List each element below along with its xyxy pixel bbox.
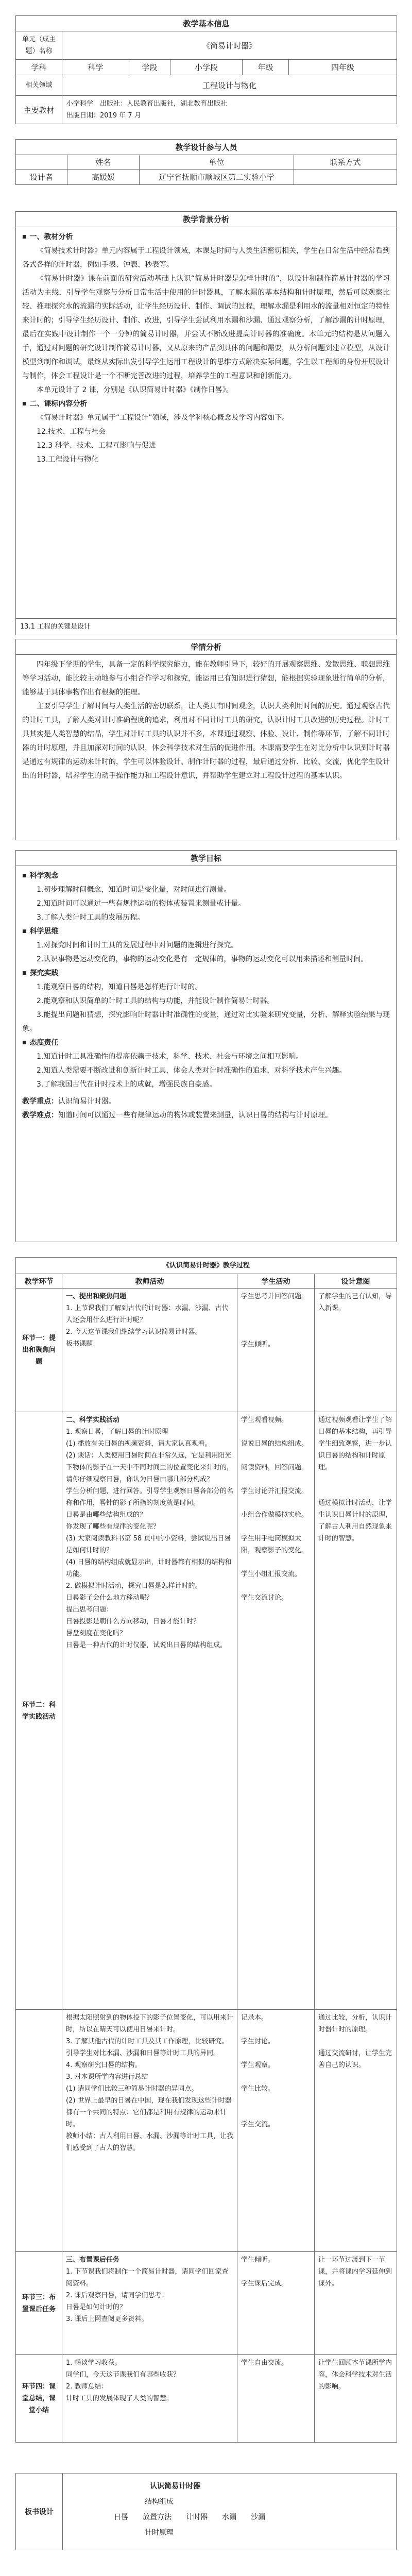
student-line: 学生用手电筒模拟太阳，观察影子的变化。 — [241, 1535, 308, 1554]
teacher-line: 日晷是由哪些结构组成的？ — [66, 1511, 147, 1519]
objective-item: 2.认识事物是运动变化的，事物的运动变化是有一定规律的，事物的运动变化可以用来描述和测量时间。 — [37, 955, 368, 963]
standards-item-3: 13.工程设计与物化 — [37, 455, 99, 464]
difficult-point-text: 知道时间可以通过一些有规律运动的物体或装置来测量，认识日晷的结构与计时原理。 — [58, 1111, 332, 1120]
teacher-line: 3. 对本课所学内容进行总结 — [66, 2073, 148, 2081]
textbook-paragraph-1: 《简易技术计时器》单元内容属于工程设计领域，本课是时间与人类生活密切相关，学生在日常生活中经常看到各式各样的计时器，例如手表、钟表、秒表等。 — [22, 247, 390, 269]
field-value: 工程设计与物化 — [62, 75, 397, 96]
textbook-paragraph-3: 本单元设计了 2 课，分别是《认识简易计时器》《制作日晷》。 — [37, 386, 233, 394]
standards-item-2: 12.3 科学、技术、工程互影响与促进 — [37, 442, 156, 450]
teacher-line: 晷盘刻度在变化吗？ — [66, 1630, 127, 1637]
key-point — [22, 1095, 390, 1109]
student-line: 学生小组汇报交流。 — [241, 1570, 302, 1578]
objective-item: 2.知道时间可以通过一些有规律运动的物体或装置来测量或计量。 — [37, 900, 246, 908]
stage-4: 环节三：布置课后任务 — [16, 2252, 62, 2355]
teacher-line: 1. 畅谈学习收获。 — [66, 2359, 122, 2367]
material-line-1: 小学科学 出版社：人民教育出版社，湖北教育出版社 — [66, 100, 228, 108]
design-line: 通过视频观看让学生了解日晷的基本结构，再引导学生细致观察，进一步认识日晷的结构和计时原理。 — [318, 1416, 392, 1471]
standards-paragraph: 《简易计时器》单元属于“工程设计”领域，涉及学科核心概念及学习内容如下。 — [37, 414, 289, 422]
teacher-line: 日晷是一种古代的计时仪器，试说出日晷的结构组成。 — [66, 1641, 227, 1649]
process-row-2 — [16, 1412, 397, 2010]
design-line: 让学生回顾本节课所学内容，体会科学技术对生活的影响。 — [318, 2359, 392, 2391]
col-teacher: 教师活动 — [62, 1274, 237, 1289]
standards-item-1: 12.技术、工程与社会 — [37, 428, 106, 436]
designer-title: 教学设计参与人员 — [16, 140, 397, 155]
subject-label: 学科 — [16, 60, 62, 75]
student-line: 阅读资料，回答问题。 — [241, 1464, 308, 1471]
student-line: 学生课后完成。 — [241, 2280, 288, 2287]
design-line: 让一环节过渡到下一节课，并将课内学习延伸到课外。 — [318, 2256, 392, 2287]
learner-paragraph-1: 四年级下学期的学生，具备一定的科学探究能力，能在教师引导下，较好的开展观察思维、发散思维、联想思维等学习活动，能比较主动地参与小组合作学习和探究，能运用已有知识进行猜想，能根据实验现象进行简单的分析，能够基于具体事物作出有根据的推理。 — [22, 660, 390, 697]
designer-unit: 辽宁省抚顺市顺城区第二实验小学 — [140, 170, 294, 185]
student-line: 学生比较。 — [241, 2085, 275, 2093]
teacher-line: 日晷投影是朝什么方向移动，日晷才能计时？ — [66, 1618, 200, 1625]
board-line-2: 日晷 放置方法 计时器 水漏 沙漏 — [114, 2513, 265, 2521]
objectives-table — [15, 850, 397, 1242]
design-line: 了解学生的已有认知，导入新课。 — [318, 1293, 392, 1312]
board-line-3: 计时原理 — [145, 2529, 174, 2537]
standards-analysis-heading: ■ 二、课标内容分析 — [22, 397, 390, 411]
col-design: 设计意图 — [315, 1274, 397, 1289]
designer-contact — [294, 170, 397, 185]
teacher-line: 一、提出和聚焦问题 — [66, 1293, 127, 1300]
col-student: 学生活动 — [237, 1274, 315, 1289]
student-line: 学生讨论并汇报交流。 — [241, 1487, 308, 1495]
board-design — [15, 2473, 397, 2550]
textbook-analysis-heading: ■ 一、教材分析 — [22, 230, 390, 244]
designer-row-label: 设计者 — [16, 170, 67, 185]
objective-item: 2.能观察和认识简单的计时工具的结构与功能，并能设计制作简易计时器。 — [37, 997, 274, 1005]
standards-tail: 13.1 工程的关键是设计 — [16, 619, 397, 635]
student-line: 学生倾听。 — [241, 2256, 275, 2264]
teacher-line: 日晷影子会什么地方移动呢？ — [66, 1594, 153, 1602]
field-label: 相关领域 — [16, 75, 62, 96]
process-row-4 — [16, 2252, 397, 2355]
background-table — [15, 211, 397, 635]
teacher-line: 学生分析问题，进行回答。引导学生观察日晷各部分的名称和作用，晷针的影子所指的刻度就是时间。 — [66, 1487, 234, 1507]
teacher-line: 你发现了哪些有规律的变化呢？ — [66, 1523, 160, 1531]
objective-heading-2: ■ 科学思维 — [22, 925, 390, 939]
teacher-line: (1) 请同学们比较三种简易计时器的异同点。 — [66, 2085, 198, 2093]
key-point-text: 认识简易计时器。 — [58, 1097, 116, 1106]
objective-item: 1.对探究时间和计时工具的发展过程中对问题的逻辑进行探究。 — [37, 941, 238, 950]
process-title: 《认识简易计时器》教学过程 — [16, 1258, 397, 1274]
teacher-line: 引导学生对比水漏、沙漏和日晷等计时工具的异同。 — [66, 2049, 220, 2057]
teacher-line: (2) 世界上最早的日晷在中国，现在我们发现这些计时器都有一个共同的特点：它们都是利用有规律的运动来计时。 — [66, 2097, 232, 2128]
textbook-paragraph-2: 《简易计时器》课在前面的研究活动基础上认识“简易计时器是怎样计时的”，以设计和制作简易计时器的学习活动为主线，引导学生观察与分析日常生活中使用的计时器具，了解水漏的基本结构和计时原理，然后可以观察比较、推理探究水的流漏的实际活动，让学生经历设计、制作、调试的过程，理解水漏是利用水的流量相对恒定的特性来计时的；引导学生经历设计、制作、改进，引导学生尝试利用水漏和沙漏、通过观察分析，了解沙漏的计时原理，最后在实践中设计制作一个一分钟的简易计时器，并尝试不断改进提高计时器的准确度。本单元的结构是从问题入手，通过对问题的研究设计制作简易计时器，又从原来的产品到具体的问题和需要，从分析问题到建立模型，从设计模型到制作和调试，最终从实际出发引导学生运用工程设计的思维方式解决实际问题，学生以工程师的身份开展设计与制作，体会工程设计是一个不断完善改进的过程，培养学生的工程意识和创新能力。 — [22, 275, 390, 380]
teacher-line: 教师小结：古人利用日晷、水漏、沙漏等计时工具，让我们感受到了古人的智慧。 — [66, 2132, 234, 2152]
material-line-2: 出版日期：2019 年 7 月 — [66, 112, 141, 120]
objectives-title: 教学目标 — [16, 851, 397, 866]
teacher-line: (2) 谈话：人类使用日晷时间在非常久远，它是利用阳光下物体的影子在一天中不同时间里的位置变化来计时的，请你仔细观察日晷，你认为日晷由哪几部分构成？ — [66, 1452, 234, 1483]
objective-item: 1.知道计时工具准确性的提高依赖于技术，科学、技术、社会与环境之间相互影响。 — [37, 1053, 303, 1061]
period-value: 小学段 — [170, 60, 243, 75]
learner-paragraph-2: 主要引导学生了解时间与人类生活的密切联系，让人类具有时间观念，认识人类利用时间的历史。通过观察古代的计时工具，了解人类对计时准确程度的追求，利用对不同计时工具的研究，认识计时工具改进的历史过程。计时工具其实是人类智慧的结晶，学生对计时工具的认识并不多，本课通过观察、体验、设计、制作等环节，了解不同计时器的计时原理，并且加深对时间的认识，体会科学技术对生活的促进作用。本课需要学生在对比分析中认识到计时器是通过有规律的运动来计时的，学生可以体验设计、制作计时器的过程，最后通过分析、比较、交流，优化学生设计出的计时器，培养学生的动手操作能力和工程设计意识，并帮助学生建立对工程设计过程的基本认识。 — [22, 702, 390, 780]
board-title: 认识简易计时器 — [150, 2482, 200, 2490]
teacher-line: 1. 下节课我们将制作一个简易计时器，请同学们回家查阅资料。 — [66, 2268, 229, 2287]
col-unit: 单位 — [140, 155, 294, 170]
teacher-line: (4) 日晷的结构组成就显示出，计时器都有相似的结构和功能。 — [66, 1558, 232, 1578]
designer-table — [15, 139, 397, 185]
student-line: 学生交流。 — [241, 2121, 275, 2128]
objective-item: 1.初步理解时间概念，知道时间是变化量，对时间进行测量。 — [37, 886, 231, 894]
objective-heading-3: ■ 探究实践 — [22, 967, 390, 980]
teacher-line: (1) 播放有关日晷的视频资料，请大家认真观看。 — [66, 1440, 212, 1448]
student-line: 记录本。 — [241, 2014, 268, 2022]
student-line: 学生讨论。 — [241, 2038, 275, 2045]
teacher-line: 3. 了解其他古代的计时工具及其工作原理，比较研究。 — [66, 2038, 229, 2045]
unit-label: 单元（成主题）名称 — [16, 31, 62, 60]
col-name: 姓名 — [67, 155, 140, 170]
basic-info-table — [15, 15, 397, 124]
objective-item: 3.了解人类计时工具的发展历程。 — [37, 913, 145, 922]
objective-item: 1.能观察日晷的结构，知道日晷是怎样进行计时的。 — [37, 983, 202, 991]
process-row-3 — [16, 2010, 397, 2252]
student-line: 学生观察。 — [241, 2061, 275, 2069]
teacher-line: 2. 做模拟计时活动，探究日晷是怎样计时的。 — [66, 1582, 202, 1590]
teacher-line: 提出思考问题： — [66, 1606, 113, 1614]
teacher-line: (3) 大家阅读教科书第 58 页中的小资料，尝试说出日晷是如何计时的？ — [66, 1535, 231, 1554]
stage-5: 环节四：课堂总结，课堂小结 — [16, 2355, 62, 2443]
process-table — [15, 1257, 397, 2443]
key-point-label: 教学重点： — [22, 1097, 58, 1106]
student-line: 小组合作做模拟实验。 — [241, 1511, 308, 1519]
objective-item: 2.知道人类需要不断改进和创新计时工具，体会人类对计时准确性的追求，对科学技术产生兴趣。 — [37, 1066, 347, 1075]
objective-item: 3.了解我国古代在计时技术上的成就，增强民族自豪感。 — [37, 1080, 217, 1089]
basic-info-title: 教学基本信息 — [16, 16, 397, 31]
process-row-1 — [16, 1289, 397, 1412]
learner-title: 学情分析 — [16, 639, 397, 655]
teacher-line: 同学们，今天这节课我们有哪些收获？ — [66, 2371, 180, 2379]
designer-name: 高媛媛 — [67, 170, 140, 185]
grade-value: 四年级 — [289, 60, 397, 75]
teacher-line: 2. 今天这节课我们继续学习认识简易计时器。 — [66, 1328, 202, 1336]
board-label: 板书设计 — [16, 2473, 63, 2550]
teacher-line: 板书课题 — [66, 1340, 93, 1348]
teacher-line: 三、布置课后任务 — [66, 2256, 120, 2264]
subject-value: 科学 — [62, 60, 129, 75]
student-line: 学生观看视频。 — [241, 1416, 288, 1424]
grade-label: 年级 — [243, 60, 289, 75]
teacher-line: 计时工具的发展体现了人类的智慧。 — [66, 2395, 174, 2402]
background-title: 教学背景分析 — [16, 212, 397, 227]
teacher-line: 1. 观察日晷，了解日晷的计时原理 — [66, 1428, 168, 1436]
material-label: 主要教材 — [16, 96, 62, 124]
design-line: 通过比较，分析，认识计时器计时的原理。 — [318, 2014, 392, 2033]
teacher-line: 二、科学实践活动 — [66, 1416, 120, 1424]
stage-2: 环节二：科学实践活动 — [16, 1412, 62, 2010]
design-line: 通过交流研讨，让学生完善自己的认识。 — [318, 2049, 392, 2069]
board-line-1: 结构组成 — [145, 2498, 174, 2506]
teacher-line: 日晷是如何计时的？ — [66, 2303, 127, 2311]
stage-3 — [16, 2010, 62, 2252]
objective-item: 3.能提出问题和猜想，探究影响计时器计时准确性的变量，通过对比实验来研究变量，分析、解释实验结果与现象。 — [22, 1011, 390, 1033]
stage-1: 环节一：提出和聚焦问题 — [16, 1289, 62, 1412]
teacher-line: 根据太阳照射到的物体投下的影子位置变化，可以用来计时，所以在晴天可以使用日晷来计时。 — [66, 2014, 234, 2033]
objective-heading-4: ■ 态度责任 — [22, 1036, 390, 1050]
teacher-line: 1. 上节课我们了解到古代的计时器：水漏、沙漏、古代人还会用什么进行计时呢？ — [66, 1304, 229, 1324]
student-line: 学生倾听。 — [241, 1341, 275, 1348]
difficult-point — [22, 1109, 390, 1123]
col-step: 教学环节 — [16, 1274, 62, 1289]
objective-heading-1: ■ 科学观念 — [22, 869, 390, 883]
difficult-point-label: 教学难点： — [22, 1111, 58, 1120]
teacher-line: 4. 观察研究日晷的结构。 — [66, 2061, 142, 2069]
period-label: 学段 — [129, 60, 170, 75]
student-line: 说说日晷的结构组成。 — [241, 1440, 308, 1448]
design-line: 通过模拟计时活动，让学生认识日晷计时的原理，了解古人利用自然现象来计时的智慧。 — [318, 1499, 392, 1543]
student-line: 学生自由交流。 — [241, 2359, 288, 2367]
unit-value: 《简易计时器》 — [62, 31, 397, 60]
teacher-line: 2. 课后观察日晷，请同学们思考： — [66, 2292, 168, 2299]
col-contact: 联系方式 — [294, 155, 397, 170]
teacher-line: 2. 教师总结： — [66, 2383, 108, 2391]
learner-table — [15, 639, 397, 840]
process-row-5 — [16, 2355, 397, 2443]
student-line: 学生思考并回答问题。 — [241, 1293, 308, 1300]
teacher-line: 3. 课后上网查阅更多资料。 — [66, 2315, 148, 2323]
student-line: 学生交流讨论。 — [241, 1594, 288, 1602]
